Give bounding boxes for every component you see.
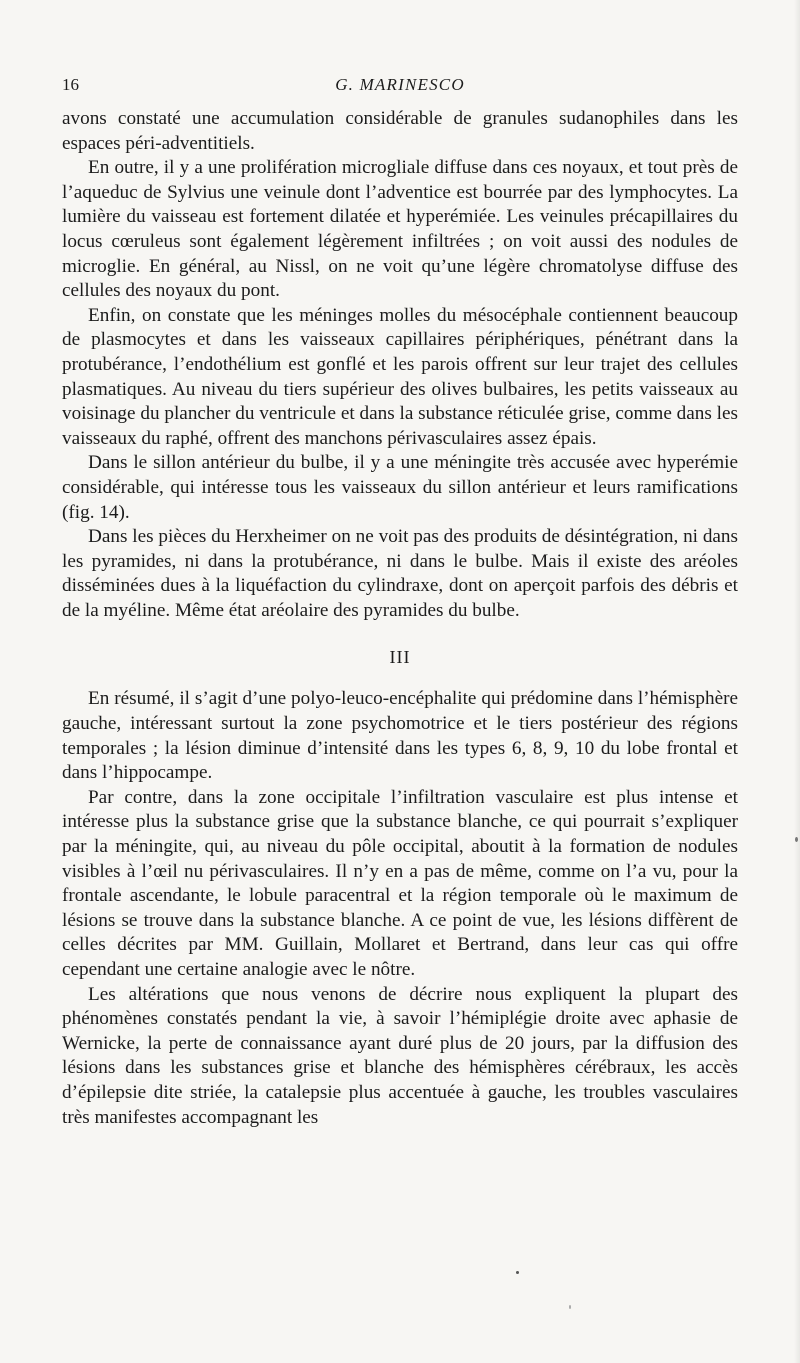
scan-speck (569, 1305, 571, 1309)
paragraph: En résumé, il s’agit d’une polyo-leuco-encéphalite qui prédomine dans l’hémisphère gauche, intéressant surtout la zone psychomotrice et le tiers postérieur des régions temporales ; la lésion diminue d’intensité dans les types 6, 8, 9, 10 du lobe frontal et dans l’hippocampe. (62, 688, 738, 784)
paragraph: Dans le sillon antérieur du bulbe, il y a une méningite très accusée avec hyperémie considérable, qui intéresse tous les vaisseaux du sillon antérieur et leurs ramifications (fig. 14). (62, 452, 738, 523)
body-text (62, 107, 738, 1130)
page-edge-shadow (794, 0, 800, 1363)
paragraph-continuation: avons constaté une accumulation considérable de granules sudanophiles dans les espaces péri-adventitiels. (62, 108, 738, 154)
scan-speck (516, 1271, 519, 1274)
page-header (62, 72, 738, 98)
paragraph: Enfin, on constate que les méninges molles du mésocéphale contiennent beaucoup de plasmocytes et dans les vaisseaux capillaires périphériques, pénétrant dans la protubérance, l’endothélium est gonflé et les parois offrent sur leur trajet des cellules plasmatiques. Au niveau du tiers supérieur des olives bulbaires, les petits vaisseaux au voisinage du plancher du ventricule et dans la substance réticulée grise, comme dans les vaisseaux du raphé, offrent des manchons périvasculaires assez épais. (62, 304, 738, 449)
scan-speck (795, 837, 798, 842)
paragraph: Par contre, dans la zone occipitale l’infiltration vasculaire est plus intense et intéresse plus la substance grise que la substance blanche, ce qui pourrait s’expliquer par la méningite, qui, au niveau du pôle occipital, aboutit à la formation de nodules visibles à l’œil nu périvasculaires. Il n’y en a pas de même, comme on l’a vu, pour la frontale ascendante, le lobule paracentral et la région temporale où le maximum de lésions se trouve dans la substance blanche. A ce point de vue, les lésions diffèrent de celles décrites par MM. Guillain, Mollaret et Bertrand, dans leur cas qui offre cependant une certaine analogie avec le nôtre. (62, 786, 738, 980)
paragraph: En outre, il y a une prolifération microgliale diffuse dans ces noyaux, et tout près de l’aqueduc de Sylvius une veinule dont l’adventice est bourrée par des lymphocytes. La lumière du vaisseau est fortement dilatée et hyperémiée. Les veinules précapillaires du locus cœruleus sont également légèrement infiltrées ; on voit aussi des nodules de microglie. En général, au Nissl, on ne voit qu’une légère chromatolyse diffuse des cellules des noyaux du pont. (62, 157, 738, 302)
page-number: 16 (62, 75, 79, 94)
paragraph: Dans les pièces du Herxheimer on ne voit pas des produits de désintégration, ni dans les pyramides, ni dans la protubérance, ni dans le bulbe. Mais il existe des aréoles disséminées dues à la liquéfaction du cylindraxe, dont on aperçoit parfois des débris et de la myéline. Même état aréolaire des pyramides du bulbe. (62, 526, 738, 621)
paragraph: Les altérations que nous venons de décrire nous expliquent la plupart des phénomènes constatés pendant la vie, à savoir l’hémiplégie droite avec aphasie de Wernicke, la perte de connaissance ayant duré plus de 20 jours, par la diffusion des lésions dans les substances grise et blanche des hémisphères cérébraux, les accès d’épilepsie dite striée, la catalepsie plus accentuée à gauche, les troubles vasculaires très manifestes accompagnant les (62, 983, 738, 1128)
running-head-author: G. MARINESCO (335, 75, 465, 94)
section-heading-roman-numeral: III (389, 647, 411, 668)
